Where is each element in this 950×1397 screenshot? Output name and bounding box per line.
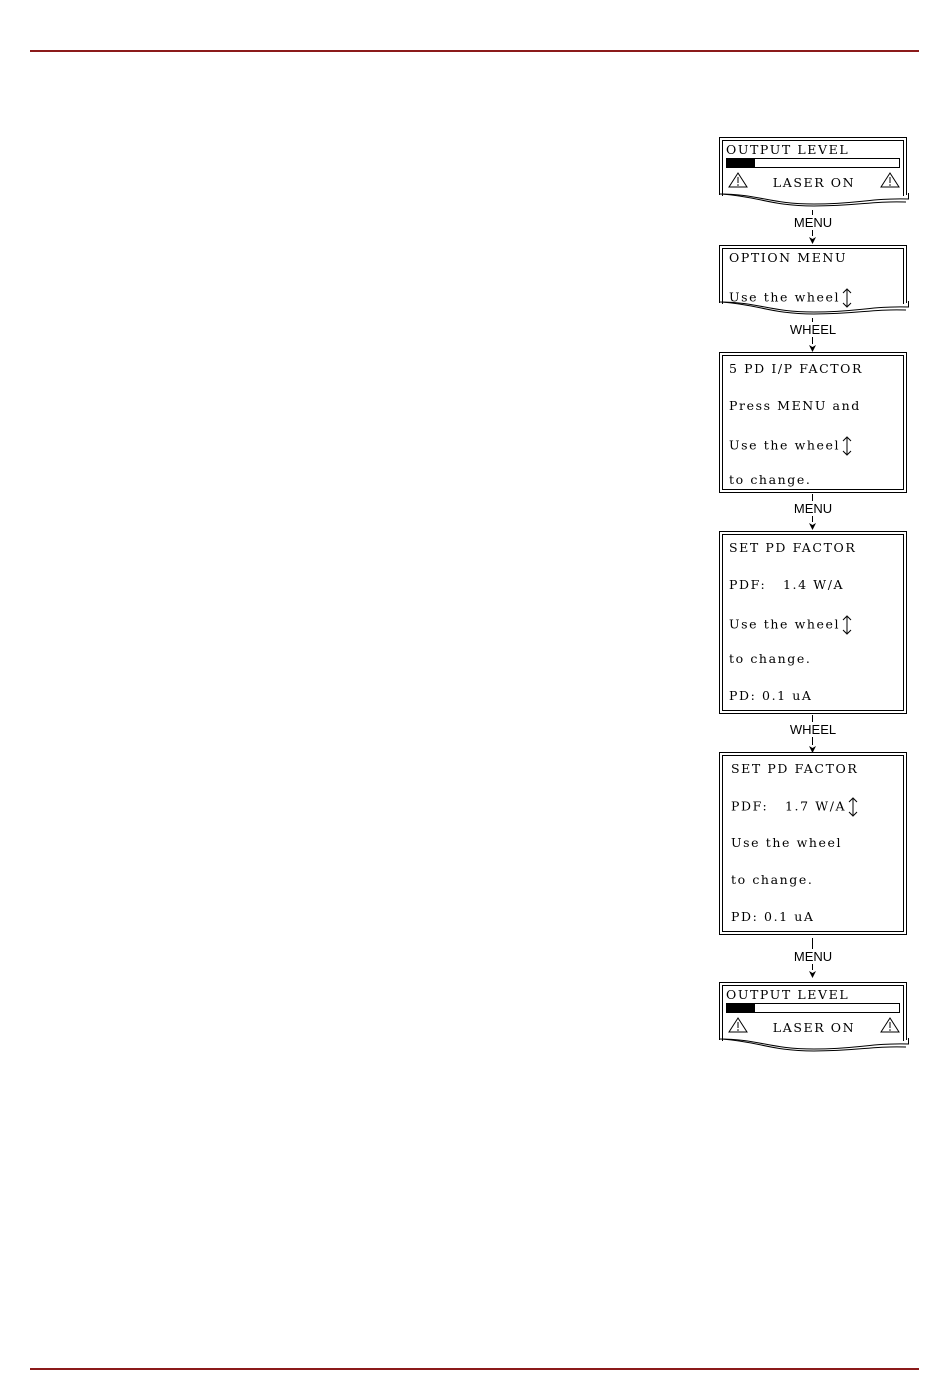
connector-menu-3 — [793, 938, 833, 978]
display-set-pd-factor-2 — [719, 752, 907, 935]
connector-wheel-1 — [789, 318, 837, 352]
up-down-arrow-icon — [842, 436, 852, 456]
display-line: to change. — [729, 472, 812, 487]
laser-status-text: LASER ON — [772, 1020, 856, 1035]
output-level-fill — [727, 159, 755, 167]
output-level-bar — [726, 158, 900, 168]
connector-label: MENU — [782, 501, 844, 516]
display-line: to change. — [729, 651, 812, 666]
connector-wheel-2 — [789, 715, 837, 753]
display-hint: Use the wheel — [729, 288, 852, 308]
output-level-bar — [726, 1003, 900, 1013]
connector-label: MENU — [782, 215, 844, 230]
up-down-arrow-icon — [848, 797, 858, 817]
footer-rule — [30, 1368, 919, 1370]
connector-label: MENU — [782, 949, 844, 964]
torn-edge — [719, 1038, 909, 1052]
display-line: Use the wheel — [729, 615, 852, 635]
display-output-level-return — [719, 982, 907, 1040]
display-title: SET PD FACTOR — [731, 761, 859, 776]
display-line: to change. — [731, 872, 814, 887]
display-title: OUTPUT LEVEL — [726, 142, 850, 157]
arrow-down-icon — [808, 236, 817, 244]
display-title: OUTPUT LEVEL — [726, 987, 850, 1002]
display-line: Use the wheel — [731, 835, 843, 850]
display-option-menu — [719, 245, 907, 303]
display-pd-reading: PD: 0.1 uA — [731, 909, 815, 924]
display-pd-reading: PD: 0.1 uA — [729, 688, 813, 703]
header-rule — [30, 50, 919, 52]
laser-status-row — [726, 1017, 902, 1037]
display-title: OPTION MENU — [729, 250, 848, 265]
display-line: Use the wheel — [729, 436, 852, 456]
torn-edge — [719, 301, 909, 315]
warning-triangle-icon — [880, 1017, 900, 1033]
connector-label: WHEEL — [782, 722, 844, 737]
display-pd-ip-factor — [719, 352, 907, 493]
display-output-level — [719, 137, 907, 195]
display-title: 5 PD I/P FACTOR — [729, 361, 864, 376]
display-title: SET PD FACTOR — [729, 540, 857, 555]
connector-label: WHEEL — [782, 322, 844, 337]
warning-triangle-icon — [880, 172, 900, 188]
laser-status-text: LASER ON — [772, 175, 856, 190]
display-set-pd-factor-1 — [719, 531, 907, 714]
arrow-down-icon — [808, 344, 817, 352]
connector-menu-2 — [793, 494, 833, 530]
output-level-fill — [727, 1004, 755, 1012]
display-line: Press MENU and — [729, 398, 861, 413]
up-down-arrow-icon — [842, 615, 852, 635]
arrow-down-icon — [808, 970, 817, 978]
display-pdf-value: PDF: 1.7 W/A — [731, 797, 858, 817]
arrow-down-icon — [808, 522, 817, 530]
torn-edge — [719, 193, 909, 207]
connector-menu-1 — [793, 210, 833, 244]
display-pdf-value: PDF: 1.4 W/A — [729, 577, 845, 592]
laser-status-row — [726, 172, 902, 192]
